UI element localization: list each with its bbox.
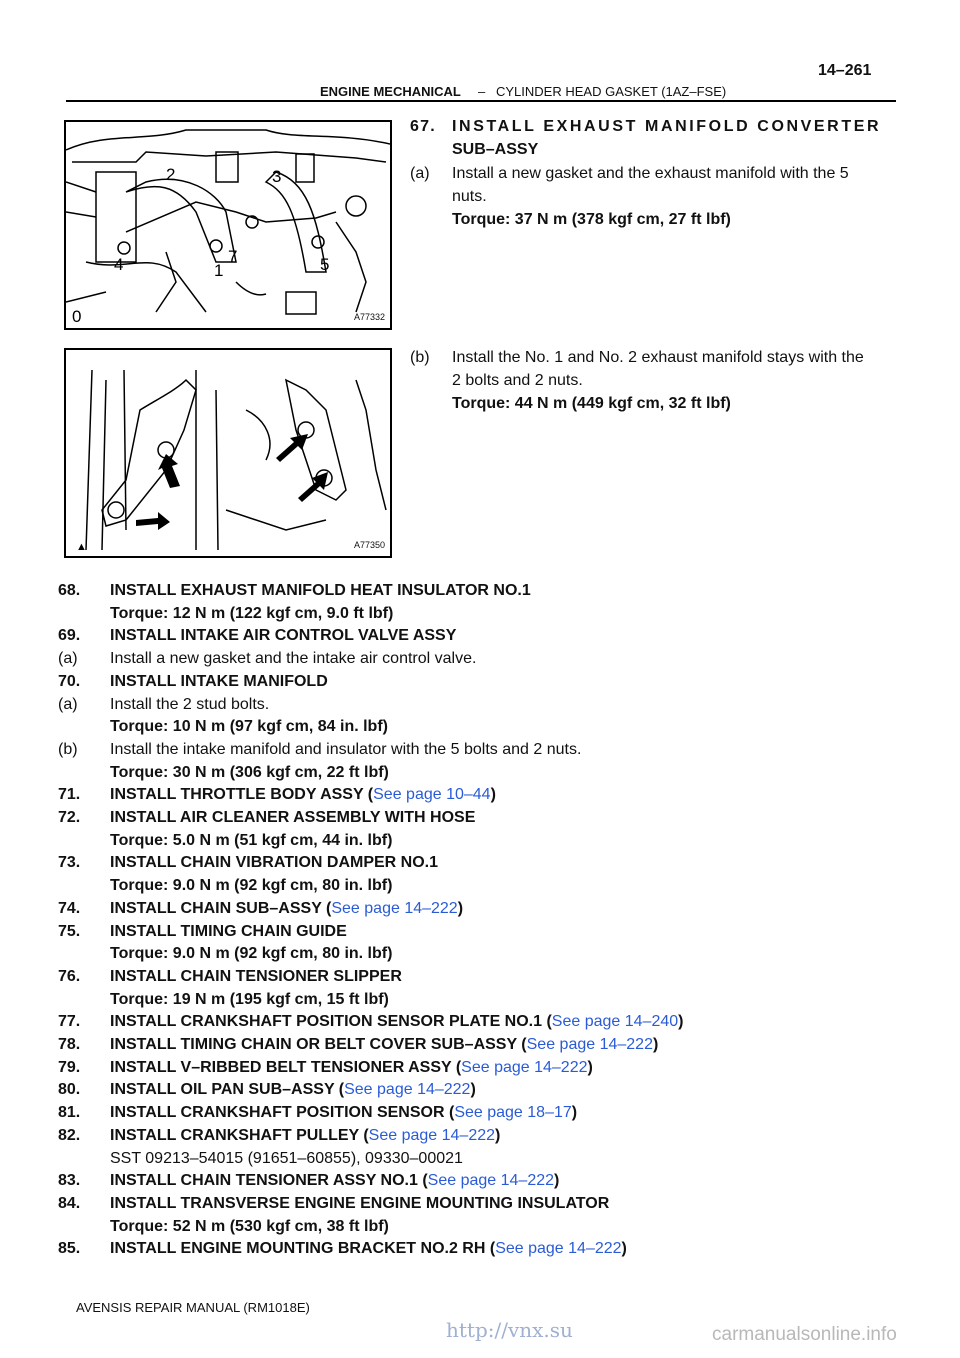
step-number: 69.: [58, 627, 81, 644]
header-rule: [66, 100, 896, 102]
step-67b-text-cont: 2 bolts and 2 nuts.: [452, 372, 583, 389]
step-number: 76.: [58, 968, 81, 985]
step-number: 73.: [58, 854, 81, 871]
step-number: 74.: [58, 900, 81, 917]
step-detail: [110, 762, 389, 784]
fig1-label-3: 3: [272, 167, 282, 186]
step-text-main: Torque: 30 N m (306 kgf cm, 22 ft lbf): [110, 764, 389, 781]
see-page-link[interactable]: See page 14–222: [495, 1240, 622, 1257]
step-text-main: Install the intake manifold and insulator with the 5 bolts and 2 nuts.: [110, 741, 582, 758]
step-text-main: INSTALL AIR CLEANER ASSEMBLY WITH HOSE: [110, 809, 476, 826]
see-page-link[interactable]: See page 14–222: [368, 1127, 496, 1144]
step-text: [110, 898, 463, 920]
step-text-main: Install the 2 stud bolts.: [110, 696, 270, 713]
step-67b-torque: Torque: 44 N m (449 kgf cm, 32 ft lbf): [452, 395, 731, 412]
closing-paren: ): [490, 786, 496, 803]
closing-paren: ): [678, 1013, 684, 1030]
step-text-main: Torque: 12 N m (122 kgf cm, 9.0 ft lbf): [110, 605, 394, 622]
closing-paren: ): [571, 1104, 578, 1121]
header-separator: –: [478, 84, 486, 99]
step-text: [110, 1125, 500, 1147]
step-text: [110, 1193, 609, 1215]
step-number: 79.: [58, 1059, 81, 1076]
step-detail: [110, 1216, 389, 1238]
fig1-label-0: 0: [72, 307, 82, 326]
step-number: 85.: [58, 1240, 81, 1257]
figure-manifold-stays: [64, 348, 392, 558]
step-text: [110, 1079, 476, 1101]
see-page-link[interactable]: See page 14–240: [551, 1013, 679, 1030]
step-text: [110, 625, 456, 647]
step-detail: [110, 716, 388, 738]
watermark-site[interactable]: carmanualsonline.info: [712, 1324, 897, 1345]
fig1-label-2: 2: [166, 165, 176, 184]
step-text: [110, 1238, 627, 1260]
step-detail: [110, 1148, 463, 1170]
step-text: [110, 852, 438, 874]
see-page-link[interactable]: See page 14–222: [461, 1059, 588, 1076]
step-number: (b): [58, 741, 78, 758]
step-text: [110, 1170, 559, 1192]
step-67a-torque: Torque: 37 N m (378 kgf cm, 27 ft lbf): [452, 211, 731, 228]
closing-paren: ): [652, 1036, 659, 1053]
step-text: [110, 1011, 683, 1033]
exhaust-manifold-illustration: [66, 122, 390, 328]
step-text-main: INSTALL OIL PAN SUB–ASSY (: [110, 1081, 345, 1098]
figure-exhaust-manifold: [64, 120, 392, 330]
step-text: [110, 1102, 577, 1124]
watermark-url[interactable]: http://vnx.su: [446, 1318, 573, 1342]
step-number: 71.: [58, 786, 81, 803]
closing-paren: ): [495, 1127, 501, 1144]
see-page-link[interactable]: See page 14–222: [427, 1172, 555, 1189]
step-text-main: INSTALL EXHAUST MANIFOLD HEAT INSULATOR NO.1: [110, 582, 531, 599]
step-text: [110, 694, 269, 716]
fig1-label-7: 7: [228, 247, 238, 266]
step-text-main: Torque: 5.0 N m (51 kgf cm, 44 in. lbf): [110, 832, 393, 849]
step-number: 81.: [58, 1104, 81, 1121]
see-page-link[interactable]: See page 14–222: [331, 900, 458, 917]
see-page-link[interactable]: See page 10–44: [373, 786, 491, 803]
step-number: 80.: [58, 1081, 81, 1098]
step-number: 68.: [58, 582, 81, 599]
step-number: 78.: [58, 1036, 81, 1053]
figure-id: A77332: [354, 312, 386, 322]
step-text: [110, 1057, 593, 1079]
step-text-main: Install a new gasket and the intake air control valve.: [110, 650, 477, 667]
step-67b-text: Install the No. 1 and No. 2 exhaust manifold stays with the: [452, 349, 864, 366]
step-number: (a): [58, 696, 78, 713]
step-text: [110, 1034, 658, 1056]
step-text-main: INSTALL CRANKSHAFT PULLEY (: [110, 1127, 369, 1144]
step-text-main: SST 09213–54015 (91651–60855), 09330–00021: [110, 1150, 463, 1167]
step-text: [110, 580, 531, 602]
step-text: [110, 739, 581, 761]
step-text-main: Torque: 19 N m (195 kgf cm, 15 ft lbf): [110, 991, 389, 1008]
step-text: [110, 807, 475, 829]
step-number: 77.: [58, 1013, 81, 1030]
step-detail: [110, 875, 392, 897]
manifold-stays-illustration: [66, 350, 390, 556]
step-text-main: INSTALL TIMING CHAIN GUIDE: [110, 923, 347, 940]
step-text-main: INSTALL CHAIN VIBRATION DAMPER NO.1: [110, 854, 439, 871]
step-text-main: INSTALL CHAIN TENSIONER ASSY NO.1 (: [110, 1172, 428, 1189]
step-text-main: Torque: 10 N m (97 kgf cm, 84 in. lbf): [110, 718, 388, 735]
step-text-main: INSTALL V–RIBBED BELT TENSIONER ASSY (: [110, 1059, 462, 1076]
closing-paren: ): [587, 1059, 593, 1076]
step-text-main: INSTALL TRANSVERSE ENGINE ENGINE MOUNTING INSULATOR: [110, 1195, 610, 1212]
step-text: [110, 671, 328, 693]
step-text-main: Torque: 9.0 N m (92 kgf cm, 80 in. lbf): [110, 877, 393, 894]
step-detail: [110, 830, 392, 852]
page-number: 14–261: [818, 62, 872, 79]
step-67a-label: (a): [410, 165, 430, 182]
step-number: 82.: [58, 1127, 81, 1144]
step-number: 75.: [58, 923, 81, 940]
step-text: [110, 921, 347, 943]
step-text-main: INSTALL THROTTLE BODY ASSY (: [110, 786, 374, 803]
footer-manual-title: AVENSIS REPAIR MANUAL (RM1018E): [76, 1300, 310, 1315]
see-page-link[interactable]: See page 18–17: [454, 1104, 572, 1121]
section-title: ENGINE MECHANICAL: [320, 84, 461, 99]
step-text-main: INSTALL CHAIN TENSIONER SLIPPER: [110, 968, 402, 985]
subsection-title: CYLINDER HEAD GASKET (1AZ–FSE): [496, 84, 727, 99]
closing-paren: ): [457, 900, 464, 917]
fig1-label-1: 1: [214, 261, 224, 280]
step-number: 83.: [58, 1172, 81, 1189]
step-number: (a): [58, 650, 78, 667]
step-text: [110, 784, 496, 806]
step-detail: [110, 989, 389, 1011]
step-number: 84.: [58, 1195, 81, 1212]
step-number: 72.: [58, 809, 81, 826]
step-number: 70.: [58, 673, 81, 690]
step-text-main: INSTALL ENGINE MOUNTING BRACKET NO.2 RH (: [110, 1240, 496, 1257]
figure-id: A77350: [354, 540, 386, 550]
fig1-label-4: 4: [114, 255, 124, 274]
step-67b-label: (b): [410, 349, 430, 366]
step-67a-text-cont: nuts.: [452, 188, 487, 205]
step-text-main: INSTALL CHAIN SUB–ASSY (: [110, 900, 332, 917]
closing-paren: ): [470, 1081, 476, 1098]
closing-paren: ): [621, 1240, 627, 1257]
step-text-main: INSTALL INTAKE MANIFOLD: [110, 673, 328, 690]
step-text: [110, 648, 476, 670]
step-detail: [110, 943, 392, 965]
step-67-title: INSTALL EXHAUST MANIFOLD CONVERTER: [452, 118, 882, 135]
fig1-label-5: 5: [320, 255, 330, 274]
fig2-corner-mark: ▲: [76, 541, 87, 553]
step-text-main: Torque: 9.0 N m (92 kgf cm, 80 in. lbf): [110, 945, 393, 962]
step-text-main: INSTALL CRANKSHAFT POSITION SENSOR PLATE NO.1 (: [110, 1013, 552, 1030]
closing-paren: ): [554, 1172, 560, 1189]
step-text: [110, 966, 402, 988]
step-67-number: 67.: [410, 118, 436, 135]
step-67-title-cont: SUB–ASSY: [452, 141, 539, 158]
step-text-main: INSTALL TIMING CHAIN OR BELT COVER SUB–ASSY (: [110, 1036, 527, 1053]
step-detail: [110, 603, 393, 625]
see-page-link[interactable]: See page 14–222: [526, 1036, 653, 1053]
step-text-main: Torque: 52 N m (530 kgf cm, 38 ft lbf): [110, 1218, 389, 1235]
step-text-main: INSTALL CRANKSHAFT POSITION SENSOR (: [110, 1104, 455, 1121]
see-page-link[interactable]: See page 14–222: [344, 1081, 471, 1098]
step-text-main: INSTALL INTAKE AIR CONTROL VALVE ASSY: [110, 627, 457, 644]
step-67a-text: Install a new gasket and the exhaust manifold with the 5: [452, 165, 849, 182]
